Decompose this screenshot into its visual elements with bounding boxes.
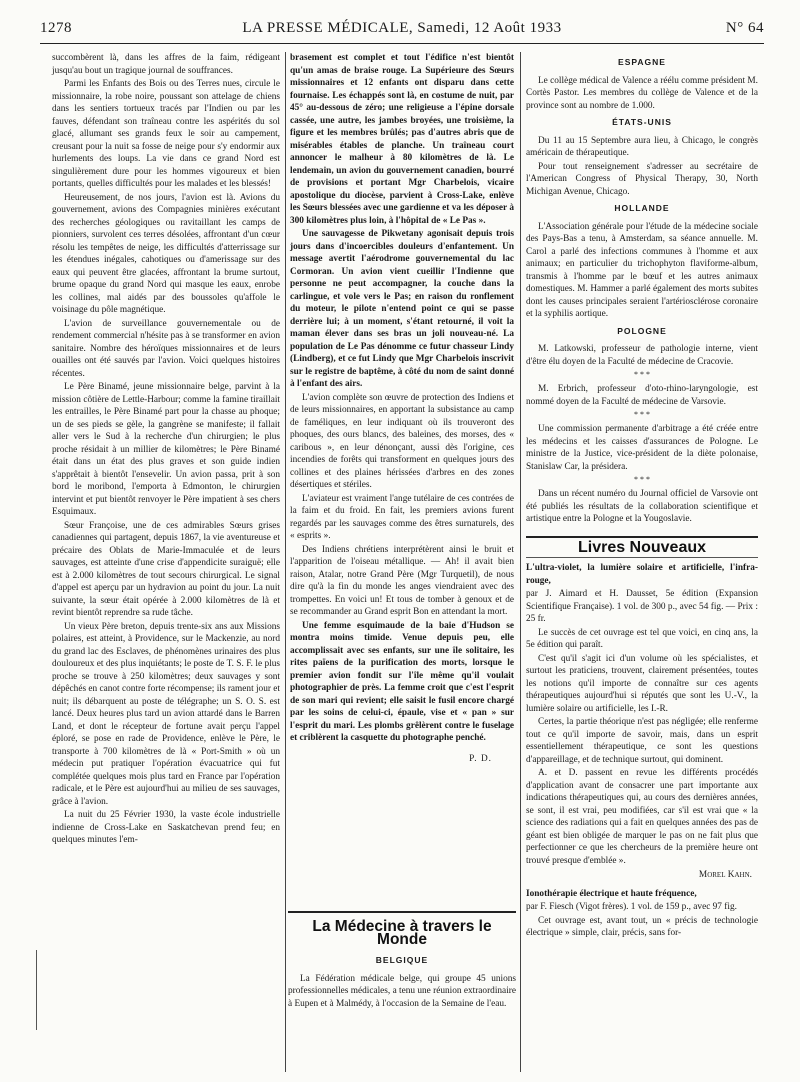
issue-number: N° 64: [725, 20, 764, 36]
paragraph: Un vieux Père breton, depuis trente-six ans aux Missions polaires, est atteint, à Providence, sur le Mackenzie, au nord du grand lac des Esclaves, de phénomènes urinaires des plus douloureux et des plus inquiétants; le poste de T. S. F. le plus proche se trouve à 250 kilomètres; deux sauvages y sont dépêchés en canot contre forte récompense; ils rament jour et nuit; ils débarquent au poste de télégraphe; un S. O. S. est lancé. Deux heures plus tard un avion attardé dans le Barren Land, et dont le récepteur de fortune avait perçu l'appel éploré, se pose en rade de Providence, enlève le Père, le transporte à 700 kilomètres de là « Port-Smith » où un médecin put pratiquer l'opération évacuatrice qui fut complétée quelques mois plus tard en France par l'opération radicale, et le Père est aujourd'hui au milieu de ses sauvages, grâce à l'avion.: [52, 621, 280, 807]
paragraph: Cet ouvrage est, avant tout, un « précis de technologie électrique » simple, clair, précis, sans for-: [526, 915, 758, 938]
book-title: L'ultra-violet, la lumière solaire et artificielle, l'infra-rouge,: [526, 563, 758, 586]
paragraph: La Fédération médicale belge, qui groupe 45 unions professionnelles médicales, a tenu une réunion extraordinaire à Eupen et à Malmédy, à l'occasion de la Semaine de l'eau.: [288, 973, 516, 1009]
paragraph: Une femme esquimaude de la baie d'Hudson se montra moins timide. Venue depuis peu, elle accomplissait avec ses enfants, sur une île solitaire, les rites païens de la purification des morts, lorsque le premier avion fondit sur l'île même qu'il voulait photographier de près. La femme croit que c'est l'esprit de son mari qui revient; elle saisit le fusil encore chargé par les soins de celui-ci, épaule, vise et « pan » sur l'esprit du mari. Les plombs grêlèrent contre le fuselage et criblèrent la casquette du photographe penché.: [290, 620, 514, 743]
paragraph: Pour tout renseignement s'adresser au secrétaire de l'American Congress of Physical Therapy, 30, North Michigan Avenue, Chicago.: [526, 161, 758, 197]
paragraph: M. Erbrich, professeur d'oto-rhino-laryngologie, est nommé doyen de la Faculté de médecine de Varsovie.: [526, 384, 758, 407]
paragraph: L'aviateur est vraiment l'ange tutélaire de ces contrées de la faim et du froid. En fait, les premiers avions furent regardés par les sauvages comme des êtres surnaturels, des « esprits ».: [290, 493, 514, 541]
article-column-2: [290, 52, 514, 765]
page-number: 1278: [40, 20, 72, 36]
paragraph: Parmi les Enfants des Bois ou des Terres nues, circule le missionnaire, la robe noire, poussant son attelage de chiens dans les sentiers tortueux tracés par l'Indien ou par les fauves, défendant son traîneau contre les aspérités du sol glacé, allumant ses grands feux le soir au campement, creusant pour la nuit sa fosse de neige pour s'y endormir aux hurlements des loups. La vie dans ce grand Nord est singulièrement dure pour les hommes vigoureux et bien portants, quelles difficultés pour les malades et les blessés!: [52, 79, 280, 189]
paragraph: succombèrent là, dans les affres de la faim, rédigeant jusqu'au bout un tragique journal de souffrances.: [52, 53, 280, 76]
column-divider-right: [520, 52, 521, 1072]
country-heading: BELGIQUE: [375, 955, 429, 965]
paragraph: Certes, la partie théorique n'est pas négligée; elle renferme tout ce qu'il importe de savoir, mais, dans un esprit essentiellement thérapeutique, ce sont les questions d'appareillage, et de technique surtout, qui dominent.: [526, 717, 758, 765]
book-reference: par J. Aimard et H. Dausset, 5e édition (Expansion Scientifique Française). 1 vol. de 300 p., avec 54 fig. — Prix : 25 fr.: [526, 589, 758, 624]
margin-mark: [36, 950, 37, 1030]
separator-stars: * * *: [634, 370, 650, 379]
header-rule: [40, 43, 764, 44]
country-heading: POLOGNE: [617, 325, 667, 336]
paragraph: brasement est complet et tout l'édifice n'est bientôt qu'un amas de braise rouge. La Supérieure des Sœurs missionnaires et 12 enfants ont disparu dans cette fournaise. Les échappés sont là, en costume de nuit, par 45° au-dessous de zéro; une religieuse a l'épine dorsale cassée, une autre, les jambes broyées, une troisième, la figure et les membres brûlés; pas d'autres abris que de misérables étables de planche. Un traîneau court annoncer le malheur à 80 kilomètres de là. Le lendemain, un avion du gouvernement canadien, bourré de provisions et portant Mgr Charbelois, vicaire apostolique du diocèse, parvient à Cross-Lake, enlève les Sœurs blessées avec une gardienne et va les déposer à 300 kilomètres plus loin, à l'hôpital de « Le Pas ».: [290, 53, 514, 226]
section-title: Livres Nouveaux: [577, 538, 707, 556]
paragraph: L'avion complète son œuvre de protection des Indiens et de leurs missionnaires, en apportant la subsistance au camp de faméliques, en leur indiquant où ils trouveront des phoques, des ours blancs, des baleines, des morses, des « caribous », en leur dénonçant, aussi dès l'origine, ces incendies de forêts qui transforment en quelques jours des collines et des plaines hérissées d'arbres en des zones désertiques et stériles.: [290, 392, 514, 490]
paragraph: Une commission permanente d'arbitrage a été créée entre les médecins et les caisses d'assurances de Pologne. Le ministre de la Justice, vice-président de la diète polonaise, Stanislaw Car, la présidera.: [526, 424, 758, 472]
separator-stars: * * *: [634, 410, 650, 419]
paragraph: Le Père Binamé, jeune missionnaire belge, parvint à la mission côtière de Lettle-Harbour; comme la famine tiraillait les entrailles, le Père Binamé part pour la chasse au phoque; un de ses pieds se gèle, la gangrène se manifeste; il fallait aller vers le Sud à la recherche d'un chirurgien; le plus proche résidait à un millier de kilomètres; le Père Binamé était dans un état des plus graves et son guide indien s'apprêtait à bientôt l'ensevelir. Un avion passa, prit à son bord le moribond, l'emporta à Edmonton, le chirurgien intervint et put bientôt renvoyer le Père impatient à ses chers Esquimaux.: [52, 382, 280, 517]
paragraph: Une sauvagesse de Pikwetany agonisait depuis trois jours dans d'incoercibles douleurs d'enfantement. Un message avertit l'aérodrome gouvernemental du lac Cormoran. Un avion vient cueillir l'Indienne que personne ne peut accompagner, la couche dans la carlingue, et vole vers le Pas; en raison du ronflement du moteur, le pilote n'entend point ce qui se passe derrière lui; à un moment, s'étant retourné, il voit la maman élever dans ses bras un joli nouveau-né. La population de Le Pas dénomme ce futur chasseur Lindy (Lindberg), et ce fut Lindy que Mgr Charbelois inscrivit sur le registre de baptême, à côté du nom de saint donné à l'enfant des airs.: [290, 229, 514, 389]
paragraph: La nuit du 25 Février 1930, la vaste école industrielle indienne de Cross-Lake en Saskatchevan prend feu; en quelques minutes l'em-: [52, 810, 280, 845]
paragraph: Le succès de cet ouvrage est tel que voici, en cinq ans, la 5e édition qui paraît.: [526, 627, 758, 650]
paragraph: Sœur Françoise, une de ces admirables Sœurs grises canadiennes qui partagent, depuis 1867, la vie aventureuse et précaire des Oblats de Marie-Immaculée et de leurs sauvages, est atteinte d'une crise d'appendicite suraiguë; elle est à 2.000 kilomètres de tout secours chirurgical. Le signal d'appel est aperçu par un hydravion au point du jour. La nuit suivante, la sœur était opérée à 2.000 kilomètres de là et revint bientôt reprendre sa rude tâche.: [52, 520, 280, 618]
paragraph: Heureusement, de nos jours, l'avion est là. Avions du gouvernement, avions des Compagnies minières exécutant des recherches géologiques ou ravitaillant les camps de pionniers, survolent ces terres désolées, affrontant d'un cœur résolu les tempêtes de neige, les difficultés d'atterrissage sur les étendues inégales, cahotiques ou d'amerissage sur des eaux qui peuvent être glacées, affrontant la brume surtout, brume opaque du grand Nord qui masque les eaux, enrobe les collines, mal aidés par des boussoles qu'affole le voisinage du pôle magnétique.: [52, 192, 280, 315]
paragraph: A. et D. passent en revue les différents procédés d'application avant de consacrer une part importante aux indications thérapeutiques qui, au cours des dernières années, se sont, il est vrai, peu modifiées, car s'il est vrai que « la science des radiations qui a fait en quelques années des pas de géant est bien obligée de marquer le pas on ne fait plus que perfectionner ce que les chercheurs de la première heure ont trouvé presque d'emblée ».: [526, 768, 758, 866]
article-signature: P. D.: [469, 753, 492, 764]
separator-stars: * * *: [634, 475, 650, 484]
medecine-section: [288, 911, 516, 1011]
country-heading: ÉTATS-UNIS: [612, 117, 672, 127]
paragraph: M. Latkowski, professeur de pathologie interne, vient d'être élu doyen de la Faculté de médecine de Cracovie.: [526, 344, 758, 367]
paragraph: C'est qu'il s'agit ici d'un volume où les spécialistes, et surtout les praticiens, trouvent, clairement présentées, toutes les notions qu'il importe de connaître sur ces agents thérapeutiques aujourd'hui si réputés que sont les U.-V., la lumière solaire ou artificielle, les I.-R.: [526, 653, 758, 714]
paragraph: L'avion de surveillance gouvernementale ou de rendement commercial n'hésite pas à se transformer en avion sanitaire. Nombre des héroïques missionnaires et de leurs ouailles ont été sauvés par l'avion. Voici quelques histoires récentes.: [52, 318, 280, 379]
column-divider-left: [285, 52, 286, 1072]
review-signature: Morel Kahn.: [698, 870, 752, 880]
paragraph: L'Association générale pour l'étude de la médecine sociale des Pays-Bas a tenu, à Amsterdam, sa séance annuelle. M. Carol a parlé des infections communes à l'homme et aux animaux; en particulier du trichophyton flaviforme-album, transmis à l'homme par le bœuf et les autres animaux domestiques. M. Hammer a parlé également des morts subites dont les causes principales seraient l'artériosclérose coronaire et la syphilis aortique.: [526, 221, 758, 319]
livres-section-header: [526, 536, 758, 559]
journal-title: LA PRESSE MÉDICALE, Samedi, 12 Août 1933: [242, 20, 562, 36]
news-column-3: [526, 52, 758, 941]
country-heading: HOLLANDE: [614, 203, 670, 213]
paragraph: Dans un récent numéro du Journal officiel de Varsovie ont été publiés les résultats de la collaboration scientifique et artistique entre la Pologne et la Yougoslavie.: [526, 489, 758, 524]
paragraph: Du 11 au 15 Septembre aura lieu, à Chicago, le congrès américain de thérapeutique.: [526, 135, 758, 158]
page-header: [40, 18, 764, 42]
article-column-1: [52, 52, 280, 848]
book-title: Ionothérapie électrique et haute fréquence,: [526, 888, 697, 899]
paragraph: Des Indiens chrétiens interprétèrent ainsi le bruit et l'apparition de l'oiseau métallique. — Ah! il avait bien raison, Atalar, notre Grand Père (Mgr Turquetil), de nous dire qu'à la fin du monde les anges viendraient avec des trompettes. En voici un! Et tous de tomber à genoux et de se recommander au Grand esprit Bon en attendant la mort.: [290, 544, 514, 617]
country-heading: ESPAGNE: [618, 57, 666, 67]
paragraph: Le collège médical de Valence a réélu comme président M. Cortès Pastor. Les membres du collège de Valence et de la province sont au nombre de 1.000.: [526, 75, 758, 111]
book-reference: par F. Fiesch (Vigot frères). 1 vol. de 159 p., avec 97 fig.: [526, 902, 737, 912]
section-title: La Médecine à travers le Monde: [312, 918, 492, 948]
